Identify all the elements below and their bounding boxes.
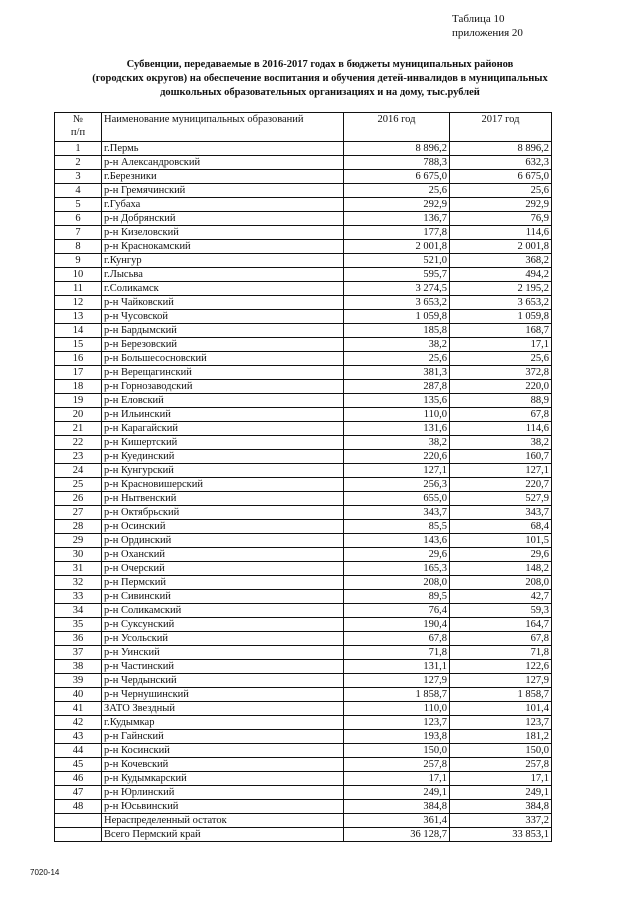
row-2016: 384,8	[344, 800, 450, 814]
table-row	[55, 422, 552, 436]
total-2017: 33 853,1	[450, 828, 552, 842]
table-row	[55, 730, 552, 744]
row-num: 29	[55, 534, 102, 548]
table-row	[55, 744, 552, 758]
table-row	[55, 296, 552, 310]
row-num: 35	[55, 618, 102, 632]
header-2017: 2017 год	[450, 113, 552, 142]
row-name: р-н Кизеловский	[102, 226, 344, 240]
table-body	[55, 142, 552, 814]
table-row	[55, 786, 552, 800]
row-name: р-н Осинский	[102, 520, 344, 534]
table-row	[55, 772, 552, 786]
row-2017: 632,3	[450, 156, 552, 170]
table-row	[55, 702, 552, 716]
row-2017: 71,8	[450, 646, 552, 660]
row-2017: 384,8	[450, 800, 552, 814]
table-row	[55, 548, 552, 562]
row-num: 2	[55, 156, 102, 170]
table-row	[55, 478, 552, 492]
row-name: р-н Октябрьский	[102, 506, 344, 520]
row-2017: 257,8	[450, 758, 552, 772]
row-2016: 123,7	[344, 716, 450, 730]
document-code: 7020-14	[30, 868, 60, 877]
remainder-row	[55, 814, 552, 828]
row-2016: 38,2	[344, 436, 450, 450]
row-num: 5	[55, 198, 102, 212]
row-2017: 114,6	[450, 226, 552, 240]
row-2017: 29,6	[450, 548, 552, 562]
row-name: р-н Еловский	[102, 394, 344, 408]
row-2016: 3 274,5	[344, 282, 450, 296]
table-row	[55, 604, 552, 618]
row-2016: 521,0	[344, 254, 450, 268]
row-2017: 25,6	[450, 352, 552, 366]
header-num-line1: №	[72, 114, 84, 125]
table-row	[55, 324, 552, 338]
row-2016: 76,4	[344, 604, 450, 618]
row-2016: 17,1	[344, 772, 450, 786]
row-2017: 164,7	[450, 618, 552, 632]
page-title	[40, 58, 600, 100]
row-num: 42	[55, 716, 102, 730]
row-num: 26	[55, 492, 102, 506]
row-num: 12	[55, 296, 102, 310]
row-2017: 150,0	[450, 744, 552, 758]
row-2016: 67,8	[344, 632, 450, 646]
row-num: 40	[55, 688, 102, 702]
header-num-line2: п/п	[70, 127, 86, 138]
row-num: 28	[55, 520, 102, 534]
row-name: р-н Частинский	[102, 660, 344, 674]
row-name: р-н Косинский	[102, 744, 344, 758]
row-num: 38	[55, 660, 102, 674]
row-num: 30	[55, 548, 102, 562]
row-num: 16	[55, 352, 102, 366]
row-num: 34	[55, 604, 102, 618]
row-2016: 131,6	[344, 422, 450, 436]
title-line: Субвенции, передаваемые в 2016-2017 годах в бюджеты муниципальных районов	[126, 59, 514, 70]
table-row	[55, 520, 552, 534]
row-name: р-н Гремячинский	[102, 184, 344, 198]
row-2016: 127,1	[344, 464, 450, 478]
table-row	[55, 436, 552, 450]
row-2016: 256,3	[344, 478, 450, 492]
row-2017: 1 059,8	[450, 310, 552, 324]
row-name: р-н Красновишерский	[102, 478, 344, 492]
row-2017: 114,6	[450, 422, 552, 436]
row-name: г.Кудымкар	[102, 716, 344, 730]
table-row	[55, 394, 552, 408]
row-name: р-н Кишертский	[102, 436, 344, 450]
row-2017: 181,2	[450, 730, 552, 744]
table-row	[55, 156, 552, 170]
row-num: 17	[55, 366, 102, 380]
row-name: р-н Суксунский	[102, 618, 344, 632]
row-name: р-н Ординский	[102, 534, 344, 548]
row-num: 46	[55, 772, 102, 786]
table-row	[55, 366, 552, 380]
row-name: г.Лысьва	[102, 268, 344, 282]
row-num: 8	[55, 240, 102, 254]
title-line: дошкольных образовательных организациях и на дому, тыс.рублей	[160, 87, 480, 98]
row-2016: 29,6	[344, 548, 450, 562]
table-row	[55, 464, 552, 478]
header-name: Наименование муниципальных образований	[102, 113, 344, 142]
table-row	[55, 506, 552, 520]
row-num: 3	[55, 170, 102, 184]
total-row	[55, 828, 552, 842]
row-2016: 249,1	[344, 786, 450, 800]
row-name: р-н Усольский	[102, 632, 344, 646]
row-2017: 220,7	[450, 478, 552, 492]
row-name: р-н Гайнский	[102, 730, 344, 744]
row-name: р-н Чусовской	[102, 310, 344, 324]
row-2016: 131,1	[344, 660, 450, 674]
row-2016: 788,3	[344, 156, 450, 170]
remainder-2017: 337,2	[450, 814, 552, 828]
row-name: р-н Большесосновский	[102, 352, 344, 366]
row-name: р-н Чернушинский	[102, 688, 344, 702]
row-name: г.Губаха	[102, 198, 344, 212]
table-row	[55, 576, 552, 590]
row-2017: 123,7	[450, 716, 552, 730]
row-2016: 381,3	[344, 366, 450, 380]
row-2016: 110,0	[344, 702, 450, 716]
row-2017: 127,1	[450, 464, 552, 478]
row-2016: 110,0	[344, 408, 450, 422]
row-num: 13	[55, 310, 102, 324]
row-2016: 136,7	[344, 212, 450, 226]
row-2016: 185,8	[344, 324, 450, 338]
row-name: р-н Бардымский	[102, 324, 344, 338]
row-2017: 67,8	[450, 632, 552, 646]
table-row	[55, 212, 552, 226]
row-num: 39	[55, 674, 102, 688]
row-num: 24	[55, 464, 102, 478]
table-row	[55, 646, 552, 660]
row-2017: 127,9	[450, 674, 552, 688]
table-row	[55, 268, 552, 282]
table-row	[55, 688, 552, 702]
row-name: р-н Юсьвинский	[102, 800, 344, 814]
row-2017: 208,0	[450, 576, 552, 590]
table-row	[55, 338, 552, 352]
row-2017: 88,9	[450, 394, 552, 408]
table-reference	[452, 12, 523, 40]
remainder-name: Нераспределенный остаток	[102, 814, 344, 828]
row-num: 21	[55, 422, 102, 436]
row-2016: 85,5	[344, 520, 450, 534]
row-2017: 3 653,2	[450, 296, 552, 310]
row-2017: 343,7	[450, 506, 552, 520]
row-2017: 6 675,0	[450, 170, 552, 184]
row-2016: 177,8	[344, 226, 450, 240]
row-num: 43	[55, 730, 102, 744]
row-2016: 287,8	[344, 380, 450, 394]
row-name: р-н Кудымкарский	[102, 772, 344, 786]
row-2017: 17,1	[450, 772, 552, 786]
table-row	[55, 534, 552, 548]
row-2016: 190,4	[344, 618, 450, 632]
row-num: 45	[55, 758, 102, 772]
row-name: р-н Нытвенский	[102, 492, 344, 506]
row-2016: 150,0	[344, 744, 450, 758]
remainder-num	[55, 814, 102, 828]
table-row	[55, 282, 552, 296]
row-2017: 101,4	[450, 702, 552, 716]
row-2016: 25,6	[344, 184, 450, 198]
subsidies-table	[54, 112, 552, 842]
row-2017: 368,2	[450, 254, 552, 268]
table-header-row	[55, 113, 552, 142]
row-name: р-н Кочевский	[102, 758, 344, 772]
row-2016: 220,6	[344, 450, 450, 464]
table-row	[55, 142, 552, 156]
row-name: г.Пермь	[102, 142, 344, 156]
row-name: г.Кунгур	[102, 254, 344, 268]
row-2016: 89,5	[344, 590, 450, 604]
row-name: р-н Добрянский	[102, 212, 344, 226]
row-2016: 135,6	[344, 394, 450, 408]
table-row	[55, 352, 552, 366]
row-num: 22	[55, 436, 102, 450]
table-row	[55, 590, 552, 604]
table-row	[55, 240, 552, 254]
row-2017: 372,8	[450, 366, 552, 380]
row-num: 33	[55, 590, 102, 604]
row-num: 47	[55, 786, 102, 800]
table-row	[55, 800, 552, 814]
row-name: г.Березники	[102, 170, 344, 184]
row-num: 20	[55, 408, 102, 422]
table-row	[55, 170, 552, 184]
row-2016: 257,8	[344, 758, 450, 772]
row-num: 9	[55, 254, 102, 268]
table-row	[55, 758, 552, 772]
row-2016: 38,2	[344, 338, 450, 352]
row-num: 19	[55, 394, 102, 408]
table-row	[55, 492, 552, 506]
row-name: р-н Юрлинский	[102, 786, 344, 800]
row-2017: 122,6	[450, 660, 552, 674]
row-name: р-н Александровский	[102, 156, 344, 170]
total-name: Всего Пермский край	[102, 828, 344, 842]
row-name: ЗАТО Звездный	[102, 702, 344, 716]
remainder-2016: 361,4	[344, 814, 450, 828]
row-2016: 343,7	[344, 506, 450, 520]
row-name: р-н Куединский	[102, 450, 344, 464]
table-row	[55, 254, 552, 268]
table-row	[55, 618, 552, 632]
row-name: р-н Чердынский	[102, 674, 344, 688]
row-2017: 68,4	[450, 520, 552, 534]
row-num: 37	[55, 646, 102, 660]
table-row	[55, 184, 552, 198]
row-2017: 527,9	[450, 492, 552, 506]
row-2016: 25,6	[344, 352, 450, 366]
row-num: 25	[55, 478, 102, 492]
row-name: г.Соликамск	[102, 282, 344, 296]
row-name: р-н Карагайский	[102, 422, 344, 436]
row-2016: 1 858,7	[344, 688, 450, 702]
row-num: 18	[55, 380, 102, 394]
row-num: 44	[55, 744, 102, 758]
table-row	[55, 408, 552, 422]
row-2016: 193,8	[344, 730, 450, 744]
row-2017: 220,0	[450, 380, 552, 394]
row-2016: 292,9	[344, 198, 450, 212]
row-name: р-н Горнозаводский	[102, 380, 344, 394]
row-2017: 2 195,2	[450, 282, 552, 296]
row-2016: 8 896,2	[344, 142, 450, 156]
row-2017: 8 896,2	[450, 142, 552, 156]
row-2017: 17,1	[450, 338, 552, 352]
table-row	[55, 562, 552, 576]
total-2016: 36 128,7	[344, 828, 450, 842]
header-num	[55, 113, 102, 142]
row-num: 32	[55, 576, 102, 590]
row-2017: 59,3	[450, 604, 552, 618]
row-name: р-н Уинский	[102, 646, 344, 660]
row-num: 15	[55, 338, 102, 352]
row-num: 4	[55, 184, 102, 198]
table-row	[55, 674, 552, 688]
row-num: 23	[55, 450, 102, 464]
row-2017: 101,5	[450, 534, 552, 548]
table-row	[55, 310, 552, 324]
row-name: р-н Соликамский	[102, 604, 344, 618]
row-name: р-н Оханский	[102, 548, 344, 562]
row-num: 14	[55, 324, 102, 338]
row-2017: 2 001,8	[450, 240, 552, 254]
row-num: 48	[55, 800, 102, 814]
row-2016: 71,8	[344, 646, 450, 660]
row-num: 27	[55, 506, 102, 520]
header-2016: 2016 год	[344, 113, 450, 142]
row-2017: 249,1	[450, 786, 552, 800]
appendix-number: приложения 20	[452, 27, 523, 39]
row-name: р-н Ильинский	[102, 408, 344, 422]
row-2017: 42,7	[450, 590, 552, 604]
row-2016: 1 059,8	[344, 310, 450, 324]
row-num: 36	[55, 632, 102, 646]
row-name: р-н Очерский	[102, 562, 344, 576]
row-2017: 38,2	[450, 436, 552, 450]
row-name: р-н Верещагинский	[102, 366, 344, 380]
row-2016: 2 001,8	[344, 240, 450, 254]
row-2016: 127,9	[344, 674, 450, 688]
row-name: р-н Сивинский	[102, 590, 344, 604]
row-name: р-н Пермский	[102, 576, 344, 590]
table-summary	[55, 814, 552, 842]
row-num: 7	[55, 226, 102, 240]
row-2017: 168,7	[450, 324, 552, 338]
table-row	[55, 660, 552, 674]
table-row	[55, 380, 552, 394]
title-line: (городских округов) на обеспечение воспитания и обучения детей-инвалидов в муниципальных	[92, 73, 548, 84]
row-num: 31	[55, 562, 102, 576]
row-2017: 160,7	[450, 450, 552, 464]
row-num: 6	[55, 212, 102, 226]
row-2017: 292,9	[450, 198, 552, 212]
row-2016: 165,3	[344, 562, 450, 576]
row-name: р-н Чайковский	[102, 296, 344, 310]
row-num: 41	[55, 702, 102, 716]
table-number: Таблица 10	[452, 13, 505, 25]
row-2016: 3 653,2	[344, 296, 450, 310]
row-2017: 1 858,7	[450, 688, 552, 702]
row-2017: 494,2	[450, 268, 552, 282]
row-num: 10	[55, 268, 102, 282]
row-num: 11	[55, 282, 102, 296]
row-2017: 67,8	[450, 408, 552, 422]
table-row	[55, 450, 552, 464]
table-row	[55, 198, 552, 212]
row-2016: 6 675,0	[344, 170, 450, 184]
table-row	[55, 226, 552, 240]
table-row	[55, 716, 552, 730]
row-name: р-н Кунгурский	[102, 464, 344, 478]
row-name: р-н Березовский	[102, 338, 344, 352]
row-2017: 25,6	[450, 184, 552, 198]
row-2016: 208,0	[344, 576, 450, 590]
row-2016: 655,0	[344, 492, 450, 506]
row-2017: 148,2	[450, 562, 552, 576]
row-2016: 595,7	[344, 268, 450, 282]
table-row	[55, 632, 552, 646]
row-name: р-н Краснокамский	[102, 240, 344, 254]
row-num: 1	[55, 142, 102, 156]
row-2017: 76,9	[450, 212, 552, 226]
row-2016: 143,6	[344, 534, 450, 548]
total-num	[55, 828, 102, 842]
